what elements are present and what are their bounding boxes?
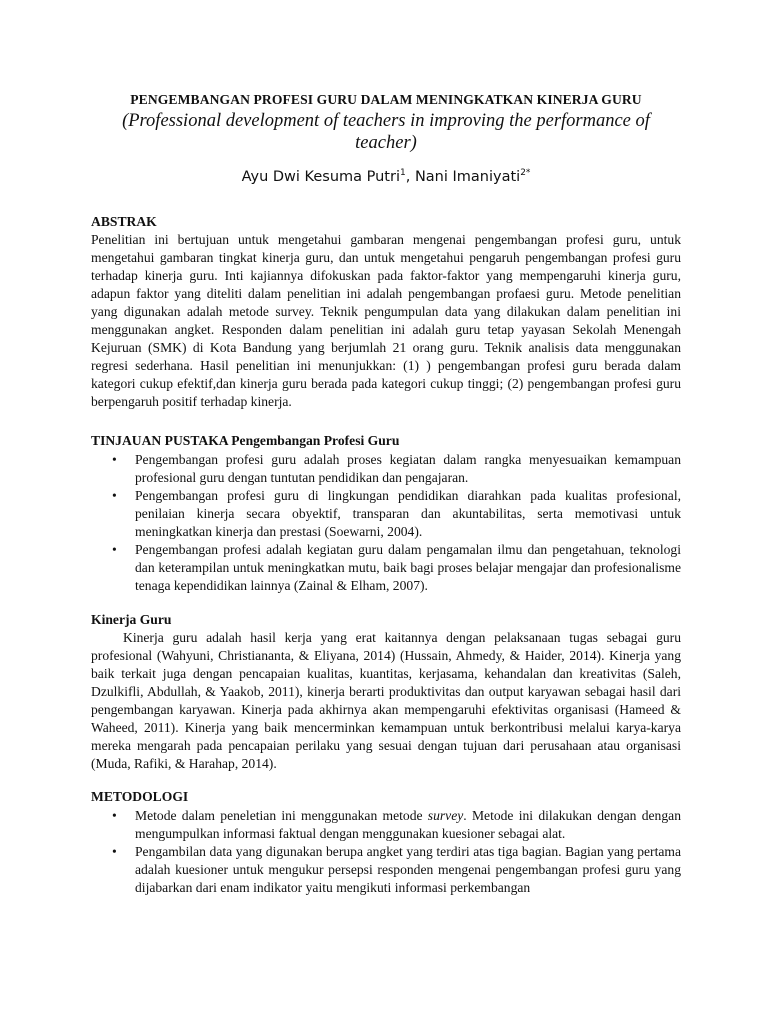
list-item-text: Pengembangan profesi adalah kegiatan guru dalam pengamalan ilmu dan pengetahuan, teknologi dan keterampilan untuk meningkatkan mutu, baik bagi proses belajar mengajar dan profesionalisme tenaga kependidikan lainnya (Zainal & Elham, 2007). (135, 541, 681, 593)
paper-page (91, 92, 681, 897)
abstrak-text: Penelitian ini bertujuan untuk mengetahui gambaran mengenai pengembangan profesi guru, untuk mengetahui gambaran tingkat kinerja guru, dan untuk mengetahui pengaruh pengembangan profesi guru terhadap kinerja guru. Inti kajiannya difokuskan pada faktor-faktor yang mempengaruhi kinerja guru, adapun faktor yang diteliti dalam penelitian ini adalah pengembangan profaesi guru. Metode penelitian yang digunakan adalah metode survey. Teknik pengumpulan data yang dilakukan dalam penelitian ini menggunakan angket. Responden dalam penelitian ini adalah guru tetap yayasan Sekolah Menengah Kejuruan (SMK) di Kota Bandung yang berjumlah 21 orang guru. Teknik analisis data menggunakan regresi sederhana. Hasil penelitian ini menunjukkan: (1) ) pengembangan profesi guru berada dalam kategori cukup efektif,dan kinerja guru berada pada kategori cukup tinggi; (2) pengembangan profesi guru berpengaruh positif terhadap kinerja. (91, 231, 681, 409)
paper-title: PENGEMBANGAN PROFESI GURU DALAM MENINGKATKAN KINERJA GURU (130, 92, 642, 107)
list-item-text-start: Metode dalam peneletian ini menggunakan metode (135, 807, 428, 823)
list-item-text: Pengembangan profesi guru adalah proses kegiatan dalam rangka menyesuaikan kemampuan profesional guru dengan tuntutan pendidikan dan pengajaran. (135, 451, 681, 485)
tinjauan-pustaka-heading: TINJAUAN PUSTAKA Pengembangan Profesi Guru (91, 432, 400, 448)
bullet-icon: • (112, 487, 117, 503)
metodologi-heading: METODOLOGI (91, 788, 189, 804)
author-2-name: Nani Imaniyati (414, 168, 521, 185)
list-item (112, 451, 681, 487)
author-2-affiliation: 2* (520, 168, 531, 178)
paper-subtitle: (Professional development of teachers in improving the performance of teacher) (122, 111, 650, 153)
bullet-icon: • (112, 807, 117, 823)
author-1-name: Ayu Dwi Kesuma Putri (241, 168, 400, 185)
bullet-icon: • (112, 451, 117, 467)
author-1-affiliation: 1 (399, 168, 406, 178)
author-separator: , (405, 168, 415, 185)
bullet-icon: • (112, 843, 117, 859)
bullet-icon: • (112, 541, 117, 557)
list-item-text: Pengembangan profesi guru di lingkungan pendidikan diarahkan pada kualitas profesional, penilaian kinerja secara obyektif, transparan dan akuntabilitas, serta memotivasi untuk meningkatkan kinerja dan prestasi (Soewarni, 2004). (135, 487, 681, 539)
list-item (112, 541, 681, 595)
kinerja-guru-text: Kinerja guru adalah hasil kerja yang erat kaitannya dengan pelaksanaan tugas sebagai guru profesional (Wahyuni, Christiananta, & Eliyana, 2014) (Hussain, Ahmedy, & Haider, 2014). Kinerja yang baik terkait juga dengan pencapaian kualitas, kuantitas, kerjasama, kehandalan dan kreativitas (Saleh, Dzulkifli, Abdullah, & Yaakob, 2011), kinerja berarti produktivitas dan output karyawan sebagai hasil dari pengembangan karyawan. Kinerja pada akhirnya akan mempengaruhi efektivitas organisasi (Hameed & Waheed, 2011). Kinerja yang baik mencerminkan kemampuan untuk berkontribusi melalui karya-karya mereka mengarah pada pencapaian perilaku yang sesuai dengan tujuan dari perusahaan atau organisasi (Muda, Rafiki, & Harahap, 2014). (91, 629, 681, 771)
list-item-text: Pengambilan data yang digunakan berupa angket yang terdiri atas tiga bagian. Bagian yang pertama adalah kuesioner untuk mengukur persepsi responden mengenai pengembangan profesi guru yang dijabarkan dari enam indikator yaitu mengikuti informasi perkembangan (135, 843, 681, 895)
metodologi-list (91, 807, 681, 897)
list-item-text-end: . Metode ini dilakukan dengan dengan mengumpulkan informasi faktual dengan menggunakan kuesioner sebagai alat. (135, 807, 681, 841)
abstrak-heading: ABSTRAK (91, 213, 157, 229)
author-line (91, 168, 681, 185)
survey-emphasis: survey (427, 807, 464, 823)
list-item (112, 807, 681, 843)
list-item (112, 843, 681, 897)
list-item (112, 487, 681, 541)
kinerja-guru-heading: Kinerja Guru (91, 611, 172, 627)
tinjauan-list (91, 451, 681, 595)
